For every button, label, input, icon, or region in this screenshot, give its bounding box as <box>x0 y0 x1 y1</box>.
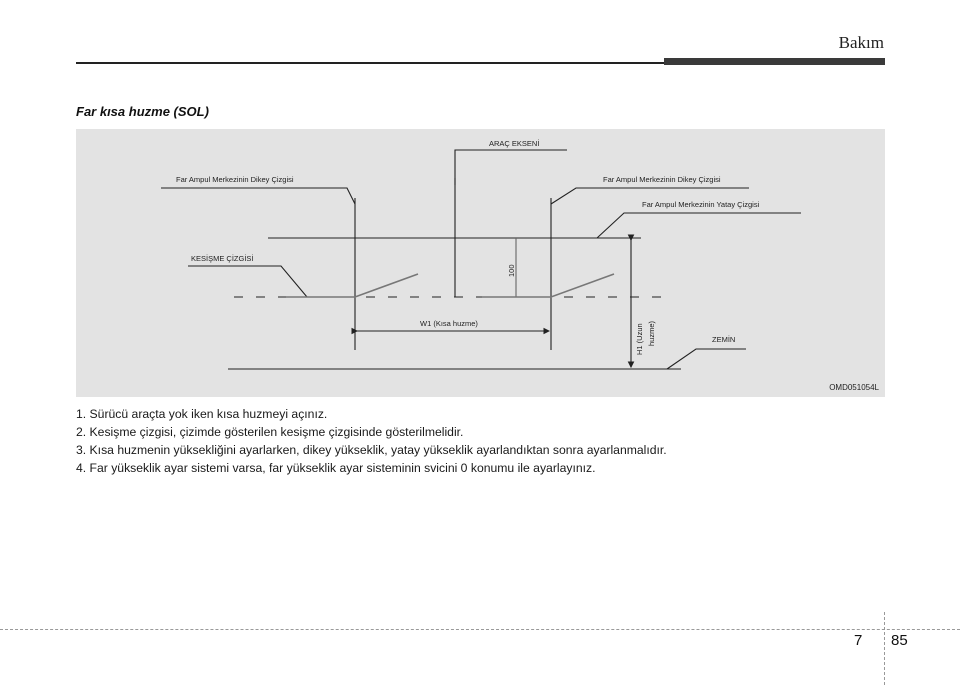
label-h1-line2: huzme) <box>647 320 656 346</box>
chapter-number: 7 <box>854 632 863 649</box>
label-w1: W1 (Kısa huzme) <box>420 319 478 328</box>
leader-kesisme <box>188 266 307 297</box>
diagram-svg <box>76 129 885 397</box>
section-title: Far kısa huzme (SOL) <box>76 104 209 119</box>
left-beam-cutoff <box>286 274 418 297</box>
label-zemin: ZEMİN <box>712 335 736 344</box>
label-dikey-left: Far Ampul Merkezinin Dikey Çizgisi <box>176 175 294 184</box>
label-arac-ekseni: ARAÇ EKSENİ <box>489 139 540 148</box>
step-3: 3. Kısa huzmenin yüksekliğini ayarlarken, dikey yükseklik, yatay yükseklik ayarlandıktan sonra ayarlanmalıdır. <box>76 443 667 457</box>
label-h1-line1: H1 (Uzun <box>635 323 644 355</box>
step-4: 4. Far yükseklik ayar sistemi varsa, far yükseklik ayar sisteminin svicini 0 konumu ile ayarlayınız. <box>76 461 596 475</box>
leader-zemin <box>667 349 746 369</box>
header-rule <box>76 62 664 64</box>
step-1: 1. Sürücü araçta yok iken kısa huzmeyi açınız. <box>76 407 328 421</box>
figure-code: OMD051054L <box>829 383 879 392</box>
page-number: 85 <box>891 632 908 649</box>
header-title: Bakım <box>838 33 884 52</box>
leader-yatay <box>597 213 801 238</box>
right-beam-cutoff <box>482 274 614 297</box>
label-kesisme: KESİŞME ÇİZGİSİ <box>191 254 254 263</box>
footer-rule <box>0 629 960 630</box>
header-bar <box>664 58 885 65</box>
step-2: 2. Kesişme çizgisi, çizimde gösterilen kesişme çizgisinde gösterilmelidir. <box>76 425 464 439</box>
footer-divider <box>884 612 885 685</box>
headlamp-aim-diagram <box>76 129 885 397</box>
label-100: 100 <box>507 264 516 277</box>
leader-arac-ekseni <box>455 150 567 185</box>
leader-dikey-left <box>161 188 355 204</box>
label-yatay: Far Ampul Merkezinin Yatay Çizgisi <box>642 200 760 209</box>
label-dikey-right: Far Ampul Merkezinin Dikey Çizgisi <box>603 175 721 184</box>
instruction-list <box>76 405 667 477</box>
